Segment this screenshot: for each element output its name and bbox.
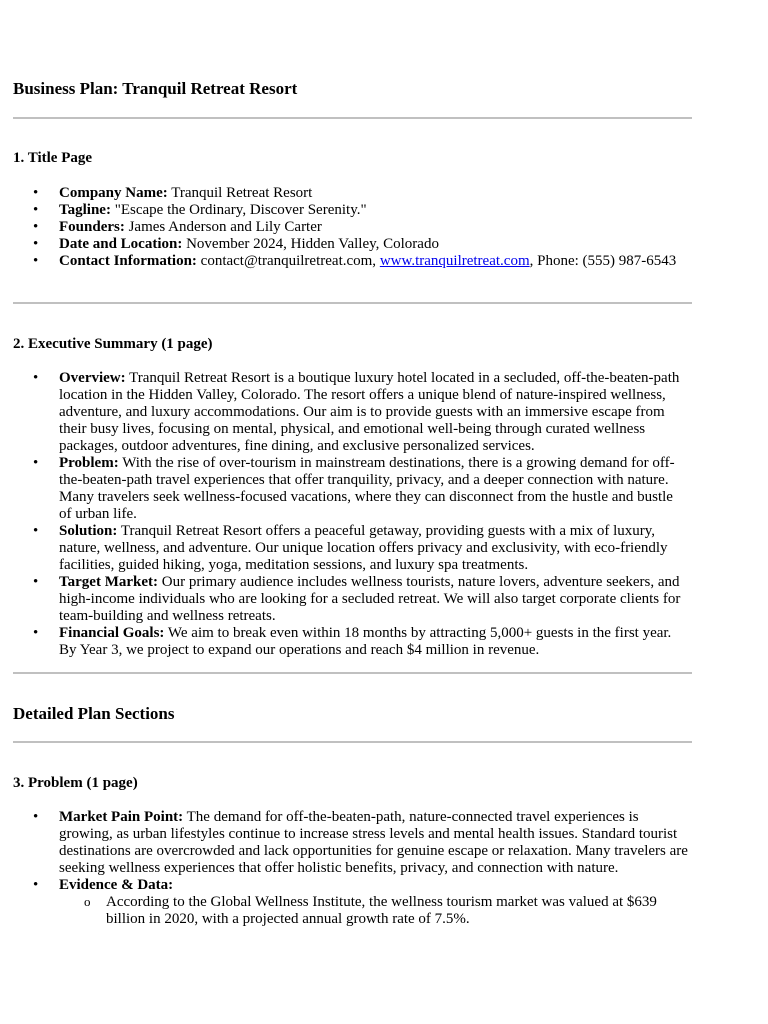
item-label: Market Pain Point: — [59, 809, 184, 825]
list-item — [13, 185, 692, 202]
item-text: The demand for off-the-beaten-path, nature-connected travel experiences is growing, as urban lifestyles continue to increase stress levels and mental health issues. Standard tourist destinations are overcrowded and lack opportunities for genuine escape or relaxation. Many travelers are seeking wellness experiences that offer holistic benefits, privacy, and connection with nature. — [59, 809, 688, 876]
item-label: Contact Information: — [59, 253, 197, 269]
list-item — [13, 625, 692, 659]
list-item — [13, 219, 692, 236]
list-item — [13, 809, 692, 877]
website-link[interactable]: www.tranquilretreat.com — [379, 253, 530, 269]
item-text: Our primary audience includes wellness tourists, nature lovers, adventure seekers, and high-income individuals who are looking for a secluded retreat. We will also target corporate clients for team-building and wellness retreats. — [59, 574, 681, 624]
item-label: Problem: — [59, 455, 119, 471]
divider — [13, 302, 692, 304]
list-item — [13, 370, 692, 455]
item-text: November 2024, Hidden Valley, Colorado — [182, 236, 439, 252]
list-item — [13, 236, 692, 253]
divider — [13, 741, 692, 743]
item-text: James Anderson and Lily Carter — [124, 219, 322, 235]
item-label: Solution: — [59, 523, 118, 539]
item-label: Date and Location: — [59, 236, 183, 252]
contact-phone: , Phone: (555) 987-6543 — [529, 253, 677, 269]
page-title: Business Plan: Tranquil Retreat Resort — [13, 79, 298, 98]
item-label: Evidence & Data: — [59, 877, 174, 893]
item-text: Tranquil Retreat Resort is a boutique luxury hotel located in a secluded, off-the-beaten-path location in the Hidden Valley, Colorado. The resort offers a unique blend of nature-inspired wellness, adventure, and luxury accommodations. Our aim is to provide guests with an immersive escape from their busy lives, focusing on mental, physical, and emotional well-being through curated wellness packages, outdoor adventures, fine dining, and exclusive personalized services. — [59, 370, 680, 454]
list-item — [13, 574, 692, 625]
item-text: "Escape the Ordinary, Discover Serenity." — [110, 202, 367, 218]
list-item — [13, 253, 692, 270]
list-item — [13, 877, 692, 928]
detailed-plan-heading: Detailed Plan Sections — [13, 704, 175, 723]
item-text: Tranquil Retreat Resort — [167, 185, 313, 201]
list-item — [13, 202, 692, 219]
contact-email: contact@tranquilretreat.com, — [196, 253, 380, 269]
item-text: With the rise of over-tourism in mainstream destinations, there is a growing demand for off-the-beaten-path travel experiences that offer tranquility, privacy, and a deeper connection with nature. Many travelers seek wellness-focused vacations, where they can disconnect from the hustle and bustle of urban life. — [59, 455, 675, 522]
item-label: Overview: — [59, 370, 126, 386]
item-label: Tagline: — [59, 202, 111, 218]
sub-list-item: o According to the Global Wellness Institute, the wellness tourism market was valued at $639 billion in 2020, with a projected annual growth rate of 7.5%. — [59, 894, 688, 928]
section-heading-problem: 3. Problem (1 page) — [13, 775, 138, 791]
section-heading-title-page: 1. Title Page — [13, 150, 93, 166]
section-heading-executive-summary: 2. Executive Summary (1 page) — [13, 336, 213, 352]
item-text: We aim to break even within 18 months by attracting 5,000+ guests in the first year. By Year 3, we project to expand our operations and reach $4 million in revenue. — [59, 625, 672, 658]
list-item — [13, 523, 692, 574]
problem-list — [13, 809, 692, 928]
item-label: Company Name: — [59, 185, 168, 201]
divider — [13, 672, 692, 674]
item-label: Founders: — [59, 219, 125, 235]
title-page-list — [13, 185, 692, 270]
item-label: Target Market: — [59, 574, 158, 590]
item-label: Financial Goals: — [59, 625, 165, 641]
evidence-sublist — [59, 894, 688, 928]
list-item — [13, 455, 692, 523]
item-text: Tranquil Retreat Resort offers a peaceful getaway, providing guests with a mix of luxury, nature, wellness, and adventure. Our unique location offers privacy and exclusivity, with eco-friendly facilities, guided hiking, yoga, meditation sessions, and luxury spa treatments. — [59, 523, 668, 573]
executive-summary-list — [13, 370, 692, 659]
divider — [13, 117, 692, 119]
